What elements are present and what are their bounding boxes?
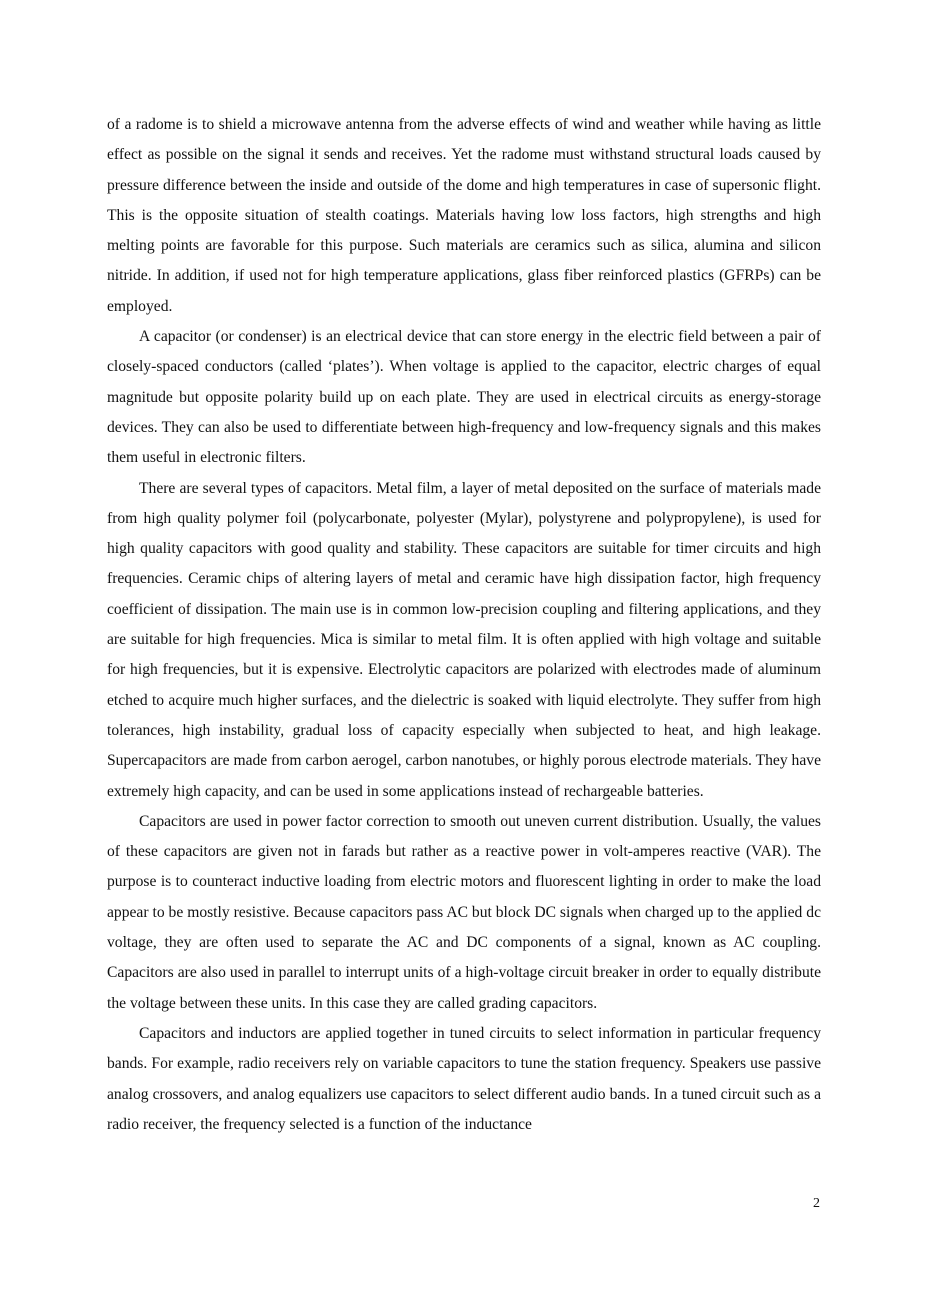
body-text [107, 110, 821, 1140]
paragraph-tuned-circuits: Capacitors and inductors are applied together in tuned circuits to select information in particular frequency bands. For example, radio receivers rely on variable capacitors to tune the station frequency. Speakers use passive analog crossovers, and analog equalizers use capacitors to select different audio bands. In a tuned circuit such as a radio receiver, the frequency selected is a function of the inductance [107, 1024, 821, 1133]
paragraph-power-factor: Capacitors are used in power factor correction to smooth out uneven current distribution. Usually, the values of these capacitors are given not in farads but rather as a reactive power in volt-amperes reactive (VAR). The purpose is to counteract inductive loading from electric motors and fluorescent lighting in order to make the load appear to be mostly resistive. Because capacitors pass AC but block DC signals when charged up to the applied dc voltage, they are often used to separate the AC and DC components of a signal, known as AC coupling. Capacitors are also used in parallel to interrupt units of a high-voltage circuit breaker in order to equally distribute the voltage between these units. In this case they are called grading capacitors. [107, 812, 821, 1012]
page-number: 2 [813, 1196, 820, 1211]
paragraph-radome: of a radome is to shield a microwave antenna from the adverse effects of wind and weather while having as little effect as possible on the signal it sends and receives. Yet the radome must withstand structural loads caused by pressure difference between the inside and outside of the dome and high temperatures in case of supersonic flight. This is the opposite situation of stealth coatings. Materials having low loss factors, high strengths and high melting points are favorable for this purpose. Such materials are ceramics such as silica, alumina and silicon nitride. In addition, if used not for high temperature applications, glass fiber reinforced plastics (GFRPs) can be employed. [107, 116, 821, 315]
paragraph-capacitor-definition: A capacitor (or condenser) is an electrical device that can store energy in the electric field between a pair of closely-spaced conductors (called ‘plates’). When voltage is applied to the capacitor, electric charges of equal magnitude but opposite polarity build up on each plate. They are used in electrical circuits as energy-storage devices. They can also be used to differentiate between high-frequency and low-frequency signals and this makes them useful in electronic filters. [107, 328, 821, 467]
paragraph-capacitor-types: There are several types of capacitors. Metal film, a layer of metal deposited on the surface of materials made from high quality polymer foil (polycarbonate, polyester (Mylar), polystyrene and polypropylene), is used for high quality capacitors with good quality and stability. These capacitors are suitable for timer circuits and high frequencies. Ceramic chips of altering layers of metal and ceramic have high dissipation factor, high frequency coefficient of dissipation. The main use is in common low-precision coupling and filtering applications, and they are suitable for high frequencies. Mica is similar to metal film. It is often applied with high voltage and suitable for high frequencies, but it is expensive. Electrolytic capacitors are polarized with electrodes made of aluminum etched to acquire much higher surfaces, and the dielectric is soaked with liquid electrolyte. They suffer from high tolerances, high instability, gradual loss of capacity especially when subjected to heat, and high leakage. Supercapacitors are made from carbon aerogel, carbon nanotubes, or highly porous electrode materials. They have extremely high capacity, and can be used in some applications instead of rechargeable batteries. [107, 479, 821, 800]
